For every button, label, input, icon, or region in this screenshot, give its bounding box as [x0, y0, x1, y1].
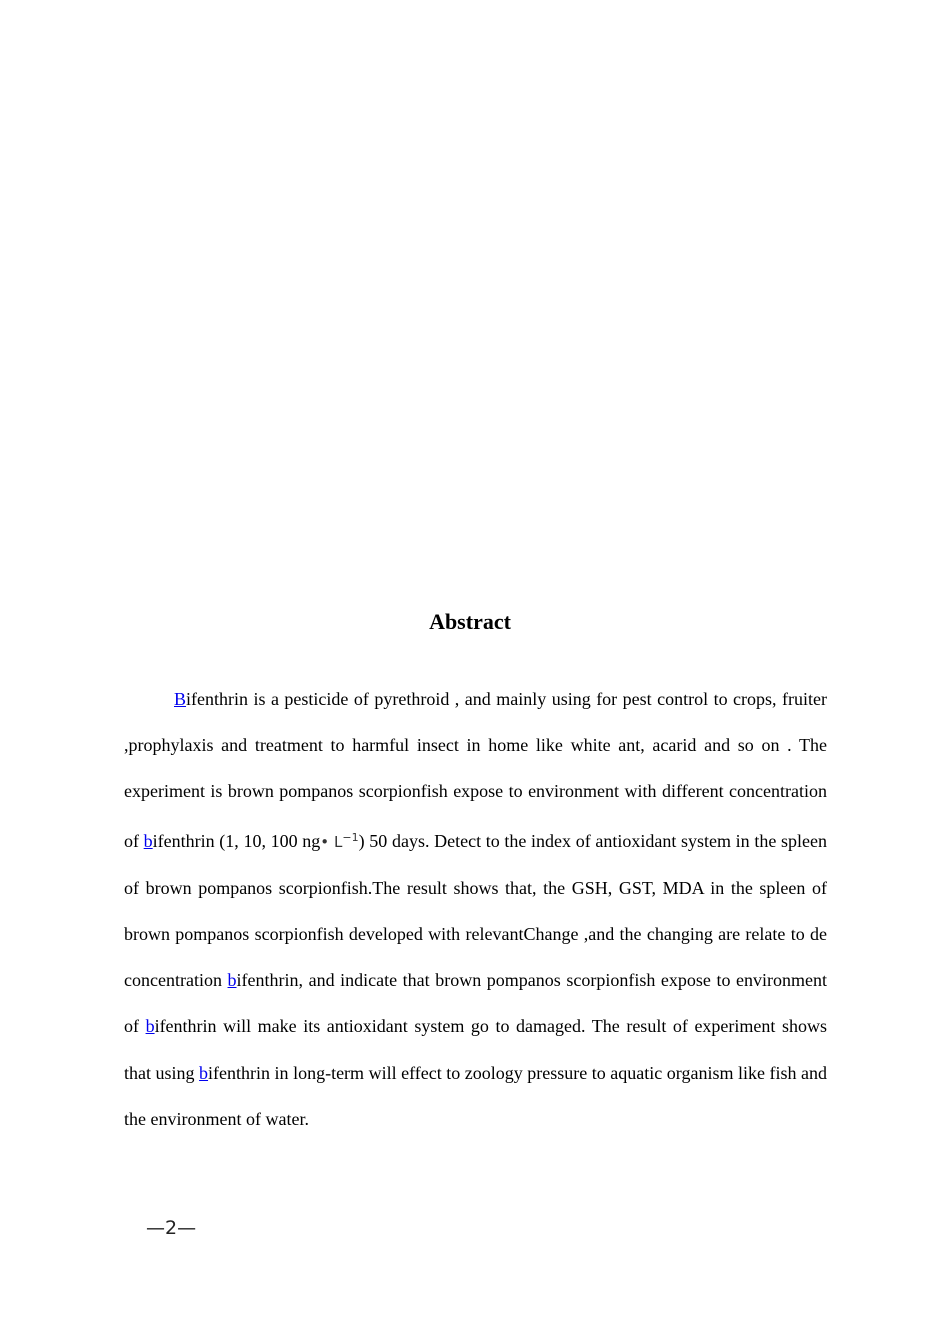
spell-check-link[interactable]: b [227, 970, 237, 991]
abstract-text: ifenthrin (1, 10, 100 ng [152, 830, 321, 851]
spell-check-link[interactable]: B [174, 689, 187, 709]
spell-check-link[interactable]: b [199, 1062, 209, 1083]
abstract-paragraph [124, 676, 827, 1142]
page-number: —2— [146, 1217, 197, 1239]
spell-check-link[interactable]: b [145, 1016, 155, 1037]
abstract-title: Abstract [429, 608, 511, 634]
abstract-text: ifenthrin in long-term will effect to zoology pressure to aquatic organism like fish and the environment of water. [124, 1062, 827, 1129]
abstract-text: ifenthrin, and indicate that brown pompanos scorpionfish expose to environment of [124, 970, 827, 1037]
abstract-text: ifenthrin will make its antioxidant system go to damaged. The result of experiment shows that using [124, 1016, 827, 1083]
abstract-text: ) 50 days. Detect to the index of antioxidant system in the spleen of brown pompanos scorpionfish.The result shows that, the GSH, GST, MDA in the spleen of brown pompanos scorpionfish developed with relevantChange ,and the changing are relate to de concentration [124, 830, 827, 991]
spell-check-link[interactable]: b [143, 830, 153, 851]
unit-text: • L [320, 832, 343, 851]
unit-exponent: −1 [342, 830, 359, 844]
concentration-unit [320, 830, 359, 851]
abstract-text: ifenthrin is a pesticide of pyrethroid , and mainly using for pest control to crops, fruiter ,prophylaxis and treatment to harmful insect in home like white ant, acarid and so on . The experiment is brown pompanos scorpionfish expose to environment with different concentration of [124, 689, 827, 851]
